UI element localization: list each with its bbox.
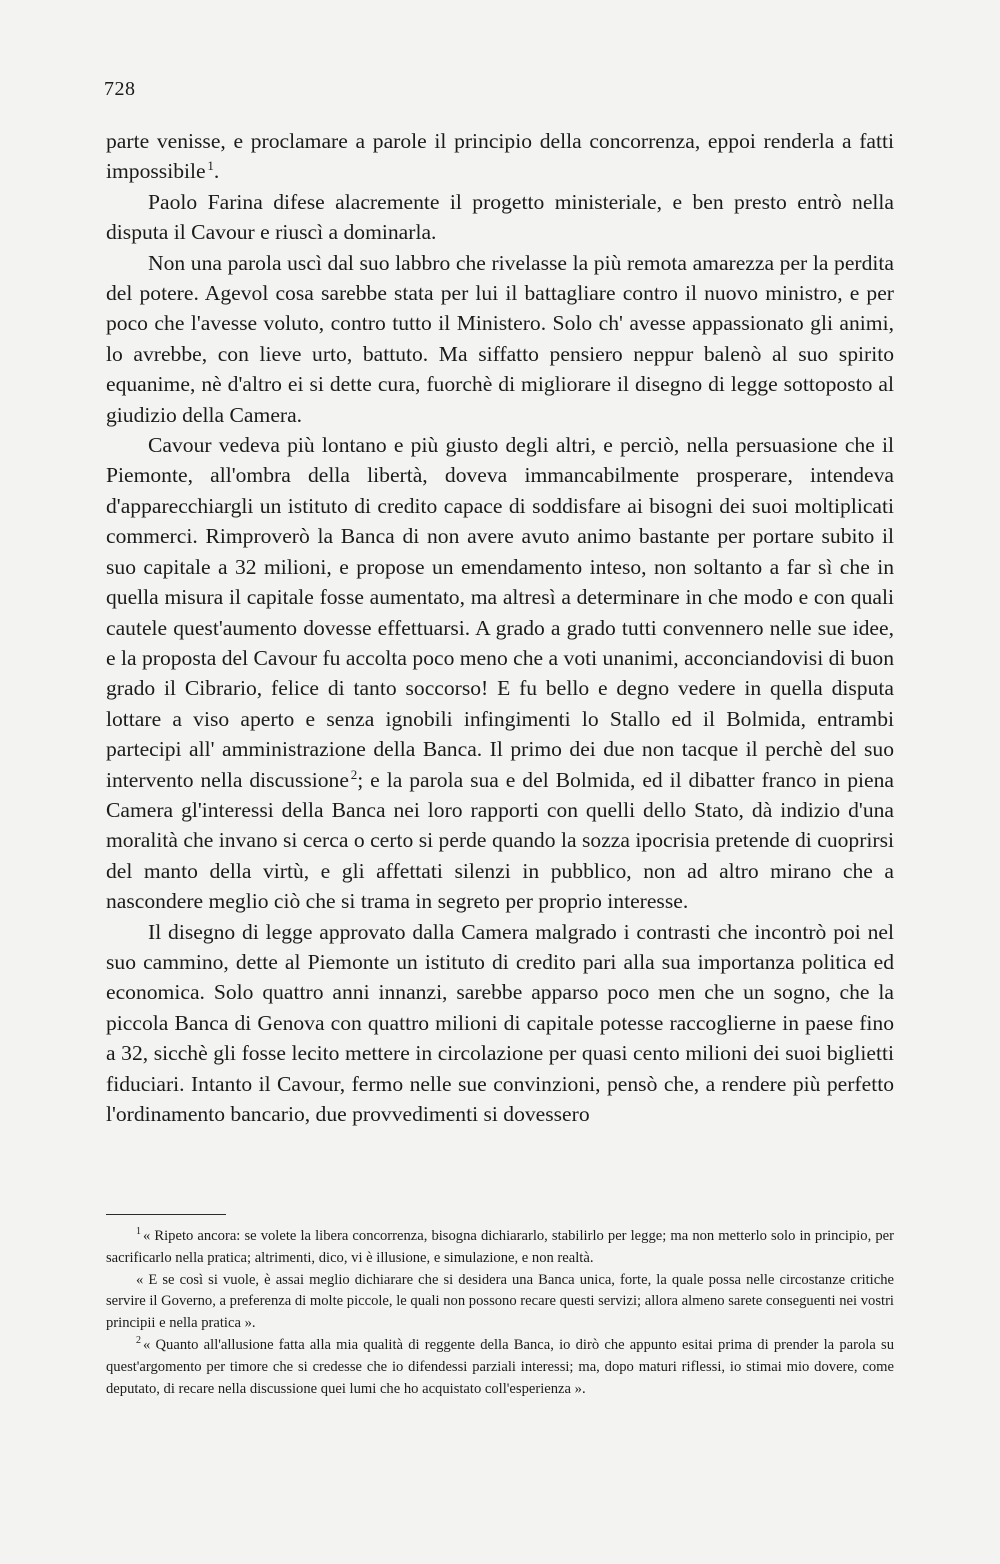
footnote-1 [106, 1226, 894, 1270]
footnote-mark: 2 [136, 1335, 141, 1347]
paragraph-text-after: ; e la parola sua e del Bolmida, ed il dibatter franco in piena Camera gl'interessi della Banca nei loro rapporti con quelli dello Stato, dà indizio d'una moralità che invano si cerca o certo si perde quando la sozza ipocrisia pretende di cuoprirsi del manto della virtù, e gli affettati silenzi in pubblico, non ad altro mirano che a nascondere meglio ciò che si trama in segreto per proprio interesse. [106, 767, 895, 914]
footnote-text: « Ripeto ancora: se volete la libera concorrenza, bisogna dichiararlo, stabilirlo per legge; ma non metterlo solo in principio, per sacrificarlo nella pratica; altrimenti, dico, vi è illusione, e simulazione, e non realtà. [106, 1228, 894, 1266]
footnote-reference: 1 [207, 158, 214, 174]
footnote-mark: 1 [136, 1226, 141, 1238]
footnote-text: « Quanto all'allusione fatta alla mia qualità di reggente della Banca, io dirò che appunto esitai prima di prender la parola su quest'argomento per timore che si credesse che io difendessi parziali interessi; ma, dopo maturi riflessi, io stimai mio dovere, come deputato, di recare nella discussione quei lumi che ho acquistato coll'esperienza ». [106, 1336, 894, 1397]
footnote-1-continued [106, 1270, 894, 1335]
paragraph-text: Cavour vedeva più lontano e più giusto degli altri, e perciò, nella persuasione che il Piemonte, all'ombra della libertà, doveva immancabilmente prosperare, intendeva d'apparecchiargli un istituto di credito capace di soddisfare ai bisogni dei suoi moltiplicati commerci. Rimproverò la Banca di non avere avuto animo bastante per portare subito il suo capitale a 32 milioni, e propose un emendamento inteso, non soltanto a far sì che in quella misura il capitale fosse aumentato, ma altresì a determinare in che modo e con quali cautele quest'aumento dovesse effettuarsi. A grado a grado tutti convennero nelle sue idee, e la proposta del Cavour fu accolta poco meno che a voti unanimi, acconciandovisi di buon grado il Cibrario, felice di tanto soccorso! E fu bello e degno vedere in quella disputa lottare a viso aperto e senza ignobili infingimenti lo Stallo ed il Bolmida, entrambi partecipi all' amministrazione della Banca. Il primo dei due non tacque il perchè del suo intervento nella discussione [106, 433, 894, 792]
paragraph-3 [106, 248, 894, 430]
footnotes [106, 1226, 894, 1400]
footnote-2 [106, 1335, 894, 1400]
paragraph-4 [106, 430, 894, 917]
footnote-reference: 2 [350, 766, 358, 782]
footnote-text: « E se così si vuole, è assai meglio dichiarare che si desidera una Banca unica, forte, la quale possa nelle circostanze critiche servire il Governo, a preferenza di molte piccole, le quali non possono recare questi servizi; allora almeno sarete conseguenti nei vostri principii e nella pratica ». [106, 1271, 894, 1332]
paragraph-1 [106, 126, 894, 187]
paragraph-2 [106, 187, 894, 248]
paragraph-text: Paolo Farina difese alacremente il progetto ministeriale, e ben presto entrò nella disputa il Cavour e riuscì a dominarla. [106, 189, 894, 245]
paragraph-text-after: . [213, 159, 220, 184]
footnote-separator [106, 1214, 226, 1215]
paragraph-text: Non una parola uscì dal suo labbro che rivelasse la più remota amarezza per la perdita del potere. Agevol cosa sarebbe stata per lui il battagliare contro il nuovo ministro, e per poco che l'avesse voluto, contro tutto il Ministero. Solo ch' avesse appassionato gli animi, lo avrebbe, con lieve urto, battuto. Ma siffatto pensiero neppur balenò al suo spirito equanime, nè d'altro ei si dette cura, fuorchè di migliorare il disegno di legge sottoposto al giudizio della Camera. [106, 250, 894, 427]
paragraph-5 [106, 917, 894, 1130]
main-text [106, 126, 894, 1129]
paragraph-text: Il disegno di legge approvato dalla Camera malgrado i contrasti che incontrò poi nel suo cammino, dette al Piemonte un istituto di credito pari alla sua importanza politica ed economica. Solo quattro anni innanzi, sarebbe apparso poco men che un sogno, che la piccola Banca di Genova con quattro milioni di capitale potesse raccoglierne in paese fino a 32, sicchè gli fosse lecito mettere in circolazione per quasi cento milioni dei suoi biglietti fiduciari. Intanto il Cavour, fermo nelle sue convinzioni, pensò che, a rendere più perfetto l'ordinamento bancario, due provvedimenti si dovessero [106, 919, 894, 1126]
paragraph-text: parte venisse, e proclamare a parole il principio della concorrenza, eppoi renderla a fatti impossibile [106, 129, 894, 184]
page-number: 728 [104, 78, 136, 100]
